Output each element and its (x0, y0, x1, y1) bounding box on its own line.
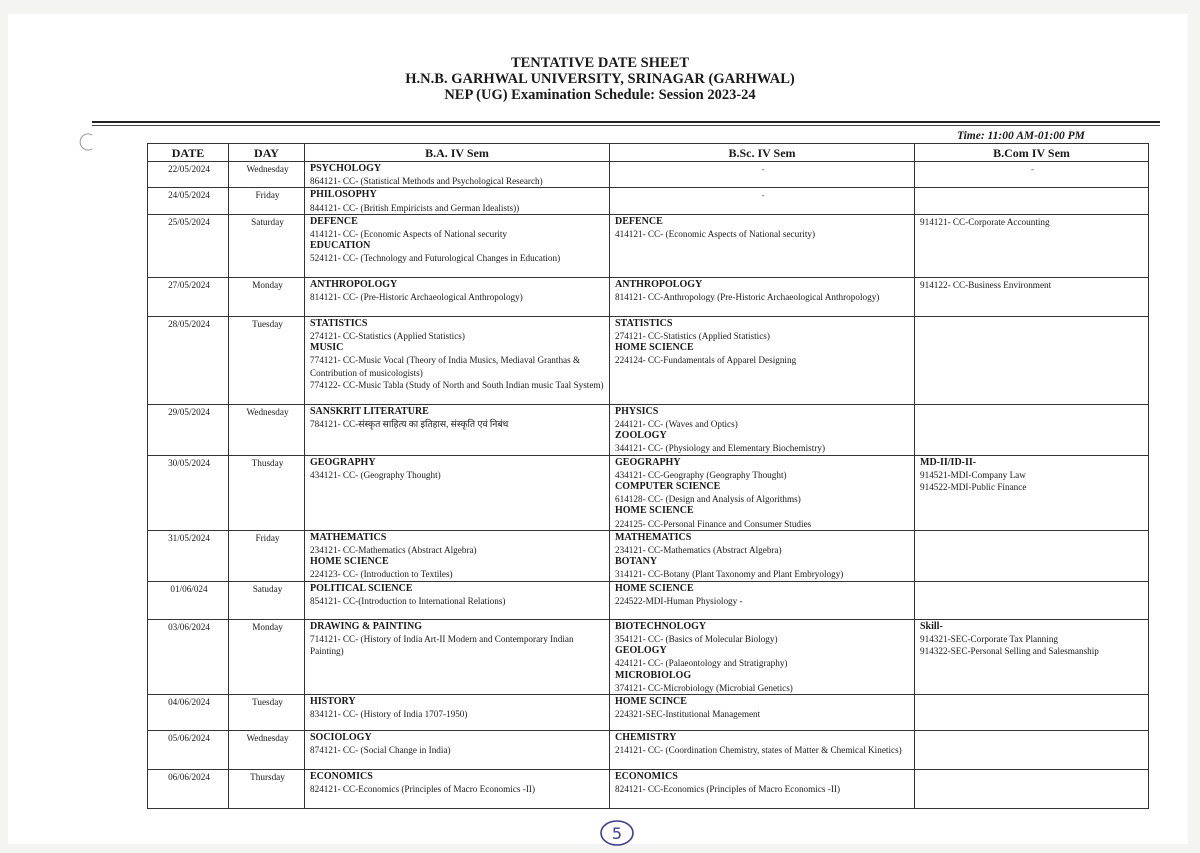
table-row (148, 581, 1149, 619)
course-code: 824121- CC-Economics (Principles of Macro Economics -II) (615, 784, 841, 795)
subject-name: HOME SCIENCE (615, 582, 694, 594)
ba-cell (305, 695, 610, 731)
exam-day: Wednesday (229, 731, 305, 770)
ba-cell (305, 770, 610, 809)
exam-day: Monday (229, 619, 305, 694)
ba-cell (305, 404, 610, 455)
course-code: 314121- CC-Botany (Plant Taxonomy and Plant Embryology) (615, 569, 844, 580)
course-code: 814121- CC-Anthropology (Pre-Historic Archaeological Anthropology) (615, 292, 880, 303)
course-code: 234121- CC-Mathematics (Abstract Algebra) (615, 545, 782, 556)
page-number-text: 5 (611, 824, 623, 843)
header-university: H.N.B. GARHWAL UNIVERSITY, SRINAGAR (GARHWAL) (405, 71, 795, 87)
course-code: 854121- CC-(Introduction to International Relations) (310, 596, 506, 607)
exam-date: 27/05/2024 (148, 277, 229, 316)
exam-day: Thursday (229, 770, 305, 809)
col-header-day: DAY (229, 144, 305, 162)
bcom-cell (915, 530, 1149, 581)
bcom-cell (915, 581, 1149, 619)
bcom-cell (915, 214, 1149, 277)
header-rule (92, 121, 1160, 123)
subject-name: ANTHROPOLOGY (310, 278, 398, 290)
bsc-cell (610, 695, 915, 731)
course-code: 344121- CC- (Physiology and Elementary Biochemistry) (615, 443, 826, 454)
exam-date: 05/06/2024 (148, 731, 229, 770)
course-code: 874121- CC- (Social Change in India) (310, 745, 451, 756)
table-row (148, 619, 1149, 694)
exam-date: 28/05/2024 (148, 316, 229, 404)
ba-cell (305, 214, 610, 277)
handwritten-page-number (598, 818, 636, 848)
course-code: 844121- CC- (British Empiricists and German Idealists)) (310, 202, 520, 213)
header-rule-thin (92, 125, 1160, 126)
course-code: 914321-SEC-Corporate Tax Planning (920, 634, 1059, 645)
subject-name: PSYCHOLOGY (310, 163, 382, 174)
course-code: 434121- CC- (Geography Thought) (310, 469, 441, 480)
subject-name: PHYSICS (615, 405, 659, 417)
bcom-cell (915, 277, 1149, 316)
exam-day: Satuday (229, 581, 305, 619)
exam-date: 01/06/024 (148, 581, 229, 619)
ba-cell (305, 455, 610, 530)
course-code: 614128- CC- (Design and Analysis of Algorithms) (615, 494, 801, 505)
course-code: 434121- CC-Geography (Geography Thought) (615, 469, 787, 480)
subject-name: CHEMISTRY (615, 732, 677, 744)
empty-dash: - (761, 190, 765, 201)
subject-name: ANTHROPOLOGY (615, 278, 703, 290)
course-code: 774122- CC-Music Tabla (Study of North and South Indian music Taal System) (310, 379, 604, 390)
exam-day: Wednesday (229, 404, 305, 455)
bsc-cell (610, 455, 915, 530)
ba-cell (305, 188, 610, 214)
bcom-cell (915, 316, 1149, 404)
subject-name: HOME SCIENCE (310, 556, 389, 568)
exam-day: Tuesday (229, 695, 305, 731)
empty-dash: - (761, 164, 765, 174)
exam-day: Wednesday (229, 162, 305, 188)
subject-name: COMPUTER SCIENCE (615, 481, 721, 493)
exam-date: 22/05/2024 (148, 162, 229, 188)
table-row (148, 316, 1149, 404)
document-header (0, 55, 1200, 103)
exam-day: Thusday (229, 455, 305, 530)
subject-name: SANSKRIT LITERATURE (310, 405, 429, 417)
table-row (148, 214, 1149, 277)
bsc-cell (610, 581, 915, 619)
ba-cell (305, 162, 610, 188)
ba-cell (305, 731, 610, 770)
course-code: 864121- CC- (Statistical Methods and Psychological Research) (310, 176, 543, 187)
subject-name: BOTANY (615, 556, 658, 568)
exam-date: 29/05/2024 (148, 404, 229, 455)
subject-name: GEOGRAPHY (310, 456, 376, 468)
table-row (148, 404, 1149, 455)
table-row (148, 455, 1149, 530)
exam-date: 25/05/2024 (148, 214, 229, 277)
course-code: 274121- CC-Statistics (Applied Statistics) (615, 331, 770, 342)
course-code: 784121- CC-संस्कृत साहित्य का इतिहास, संस्कृति एवं निबंध (310, 419, 509, 430)
col-header-ba: B.A. IV Sem (305, 144, 610, 162)
course-code: 914521-MDI-Company Law (920, 469, 1026, 480)
subject-name: DEFENCE (310, 215, 358, 227)
subject-name: MATHEMATICS (310, 531, 387, 543)
subject-name: STATISTICS (310, 317, 368, 329)
subject-name: EDUCATION (310, 240, 371, 252)
course-code: 224125- CC-Personal Finance and Consumer Studies (615, 518, 812, 529)
subject-name: HOME SCIENCE (615, 505, 694, 517)
subject-name: Skill- (920, 620, 943, 632)
ba-cell (305, 530, 610, 581)
bcom-cell (915, 404, 1149, 455)
exam-day: Friday (229, 188, 305, 214)
course-code: 714121- CC- (History of India Art-II Modern and Contemporary Indian Painting) (310, 634, 574, 657)
ba-cell (305, 277, 610, 316)
bsc-cell (610, 530, 915, 581)
subject-name: STATISTICS (615, 317, 673, 329)
table-row (148, 770, 1149, 809)
col-header-date: DATE (148, 144, 229, 162)
subject-name: GEOLOGY (615, 645, 667, 657)
exam-date: 30/05/2024 (148, 455, 229, 530)
exam-day: Monday (229, 277, 305, 316)
bsc-cell (610, 316, 915, 404)
table-row (148, 731, 1149, 770)
ba-cell (305, 316, 610, 404)
subject-name: BIOTECHNOLOGY (615, 620, 707, 632)
subject-name: HOME SCIENCE (615, 342, 694, 354)
bcom-cell (915, 731, 1149, 770)
table-row (148, 277, 1149, 316)
bcom-cell (915, 695, 1149, 731)
header-schedule: NEP (UG) Examination Schedule: Session 2023-24 (444, 87, 756, 103)
subject-name: GEOGRAPHY (615, 456, 681, 468)
course-code: 224522-MDI-Human Physiology - (615, 596, 743, 607)
empty-dash: - (1030, 164, 1035, 174)
course-code: 914522-MDI-Public Finance (920, 482, 1027, 493)
bsc-cell (610, 188, 915, 214)
course-code: 224123- CC- (Introduction to Textiles) (310, 569, 453, 580)
course-code: 214121- CC- (Coordination Chemistry, states of Matter & Chemical Kinetics) (615, 745, 902, 756)
table-row (148, 188, 1149, 214)
exam-timing: Time: 11:00 AM-01:00 PM (957, 130, 1085, 142)
table-row (148, 162, 1149, 188)
bcom-cell (915, 455, 1149, 530)
course-code: 914121- CC-Corporate Accounting (920, 216, 1050, 227)
table-row (148, 695, 1149, 731)
exam-day: Saturday (229, 214, 305, 277)
course-code: 824121- CC-Economics (Principles of Macro Economics -II) (310, 784, 536, 795)
course-code: 274121- CC-Statistics (Applied Statistics) (310, 331, 465, 342)
course-code: 414121- CC- (Economic Aspects of National security (310, 229, 507, 240)
course-code: 374121- CC-Microbiology (Microbial Genetics) (615, 682, 793, 693)
subject-name: HOME SCINCE (615, 696, 687, 708)
subject-name: ECONOMICS (615, 771, 678, 783)
subject-name: MUSIC (310, 342, 344, 354)
bsc-cell (610, 277, 915, 316)
table-header-row (148, 144, 1149, 162)
exam-date: 31/05/2024 (148, 530, 229, 581)
bcom-cell (915, 188, 1149, 214)
course-code: 834121- CC- (History of India 1707-1950) (310, 709, 468, 720)
table-row (148, 530, 1149, 581)
hole-punch-mark (76, 132, 96, 152)
bsc-cell (610, 731, 915, 770)
bcom-cell (915, 619, 1149, 694)
subject-name: MICROBIOLOG (615, 669, 692, 681)
bsc-cell (610, 214, 915, 277)
ba-cell (305, 581, 610, 619)
course-code: 914322-SEC-Personal Selling and Salesmanship (920, 646, 1099, 657)
bcom-cell (915, 162, 1149, 188)
exam-date: 04/06/2024 (148, 695, 229, 731)
exam-date: 06/06/2024 (148, 770, 229, 809)
subject-name: MD-II/ID-II- (920, 456, 977, 468)
bsc-cell (610, 404, 915, 455)
subject-name: DRAWING & PAINTING (310, 620, 423, 632)
exam-date: 03/06/2024 (148, 619, 229, 694)
course-code: 224321-SEC-Institutional Management (615, 709, 761, 720)
subject-name: PHILOSOPHY (310, 189, 377, 201)
course-code: 234121- CC-Mathematics (Abstract Algebra) (310, 545, 477, 556)
course-code: 524121- CC- (Technology and Futurological Changes in Education) (310, 253, 561, 264)
bcom-cell (915, 770, 1149, 809)
exam-date: 24/05/2024 (148, 188, 229, 214)
course-code: 354121- CC- (Basics of Molecular Biology) (615, 634, 778, 645)
course-code: 414121- CC- (Economic Aspects of National security) (615, 229, 816, 240)
course-code: 914122- CC-Business Environment (920, 279, 1052, 290)
header-title: TENTATIVE DATE SHEET (510, 55, 690, 71)
course-code: 814121- CC- (Pre-Historic Archaeological Anthropology) (310, 292, 523, 303)
subject-name: ZOOLOGY (615, 430, 667, 442)
subject-name: ECONOMICS (310, 771, 373, 783)
course-code: 224124- CC-Fundamentals of Apparel Designing (615, 355, 797, 366)
subject-name: POLITICAL SCIENCE (310, 582, 413, 594)
course-code: 424121- CC- (Palaeontology and Stratigraphy) (615, 658, 788, 669)
bsc-cell (610, 770, 915, 809)
exam-day: Tuesday (229, 316, 305, 404)
date-sheet-table (147, 143, 1149, 809)
col-header-bsc: B.Sc. IV Sem (610, 144, 915, 162)
course-code: 774121- CC-Music Vocal (Theory of India Musics, Mediaval Granthas & Contribution of musicologists) (310, 355, 581, 378)
subject-name: DEFENCE (615, 215, 663, 227)
bsc-cell (610, 619, 915, 694)
bsc-cell (610, 162, 915, 188)
course-code: 244121- CC- (Waves and Optics) (615, 419, 738, 430)
ba-cell (305, 619, 610, 694)
subject-name: MATHEMATICS (615, 531, 692, 543)
subject-name: HISTORY (310, 696, 356, 708)
col-header-bcom: B.Com IV Sem (915, 144, 1149, 162)
exam-day: Friday (229, 530, 305, 581)
subject-name: SOCIOLOGY (310, 732, 372, 744)
